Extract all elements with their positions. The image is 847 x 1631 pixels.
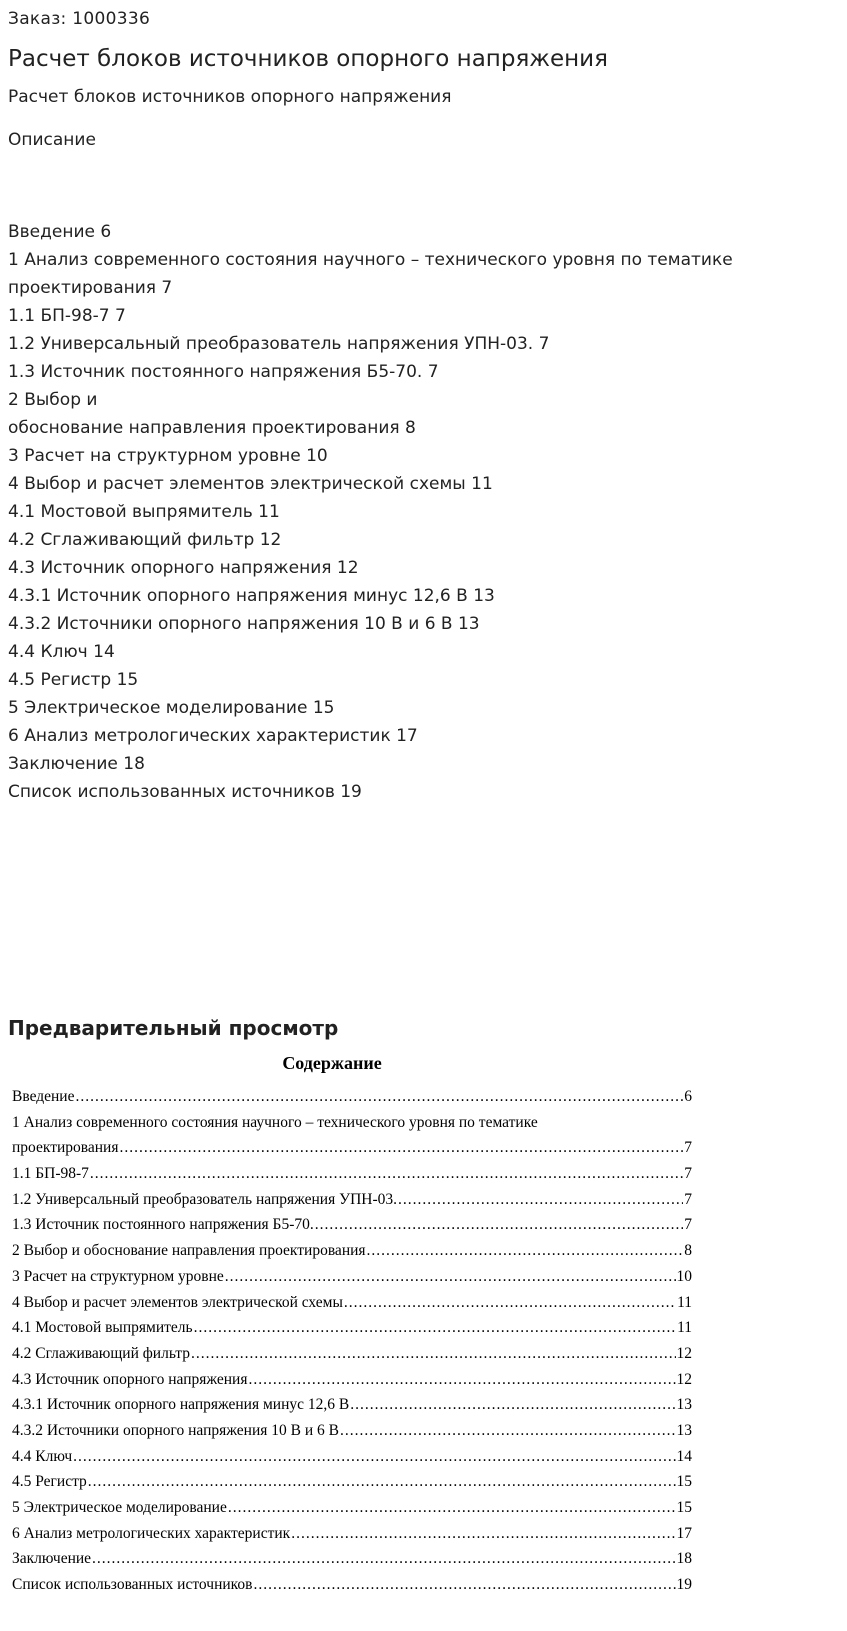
toc-entry-label: 6 Анализ метрологических характеристик [12, 1524, 291, 1542]
toc-entry-label: 1.1 БП-98-7 [12, 1165, 89, 1183]
toc-entry [12, 1422, 692, 1448]
toc-leader-dots [291, 1525, 675, 1543]
toc-entry-page: 17 [676, 1524, 692, 1542]
toc-entry-label: 4.3.1 Источник опорного напряжения минус 12,6 В [12, 1396, 350, 1414]
toc-entry-label: Введение [12, 1088, 75, 1105]
toc-leader-dots [194, 1319, 676, 1337]
toc-entry-label: Список использованных источников [12, 1576, 253, 1594]
toc-leader-dots [253, 1576, 675, 1594]
toc-entry-page: 14 [676, 1447, 692, 1465]
toc-leader-dots [340, 1422, 676, 1440]
toc-entry-page: 13 [676, 1421, 692, 1439]
toc-entry-page: 19 [676, 1576, 692, 1594]
description-line: 2 Выбор и [8, 390, 98, 410]
toc-entry-line: 1 Анализ современного состояния научного – технического уровня по тематике [12, 1113, 538, 1131]
description-line: 5 Электрическое моделирование 15 [8, 698, 335, 718]
toc-entry [12, 1139, 692, 1165]
toc-entry-label: проектирования [12, 1139, 119, 1157]
toc-leader-dots [119, 1139, 683, 1157]
toc-entry-label: 4.4 Ключ [12, 1447, 73, 1465]
toc-entry [12, 1525, 692, 1551]
description-line: 1 Анализ современного состояния научного – технического уровня по тематике [8, 250, 733, 270]
toc-entry-page: 7 [684, 1139, 692, 1157]
toc-entry [12, 1216, 692, 1242]
description-line: 4.3.1 Источник опорного напряжения минус 12,6 В 13 [8, 586, 495, 606]
description-line: 1.3 Источник постоянного напряжения Б5-70. 7 [8, 362, 439, 382]
description-line: Введение 6 [8, 222, 112, 242]
toc-entry [12, 1319, 692, 1345]
toc-entry-page: 6 [684, 1088, 692, 1105]
description-line: 4.3.2 Источники опорного напряжения 10 В и 6 В 13 [8, 614, 480, 634]
description-line: 6 Анализ метрологических характеристик 17 [8, 726, 418, 746]
toc-leader-dots [350, 1396, 675, 1414]
toc-entry-label: 4.1 Мостовой выпрямитель [12, 1319, 193, 1337]
toc-entry [12, 1088, 692, 1114]
toc-entry-page: 13 [676, 1396, 692, 1414]
toc-leader-dots [225, 1268, 676, 1286]
description-list [8, 218, 828, 806]
description-line: Заключение 18 [8, 754, 145, 774]
toc-entry [12, 1396, 692, 1422]
toc-leader-dots [344, 1294, 676, 1312]
toc-leader-dots [315, 1216, 684, 1234]
toc-entry [12, 1191, 692, 1217]
toc-entry-page: 18 [676, 1550, 692, 1568]
toc-entry-label: 2 Выбор и обоснование направления проектирования [12, 1242, 366, 1260]
description-line: 4.4 Ключ 14 [8, 642, 115, 662]
toc-entry-label: 5 Электрическое моделирование [12, 1499, 227, 1516]
description-line: Список использованных источников 19 [8, 782, 362, 802]
toc-entry-page: 7 [684, 1190, 692, 1208]
document-preview [12, 1053, 692, 1602]
toc-entry-label: 4.5 Регистр [12, 1473, 87, 1491]
toc-entry-page: 8 [684, 1242, 692, 1260]
toc-entry-label: 3 Расчет на структурном уровне [12, 1267, 224, 1285]
description-line: проектирования 7 [8, 278, 173, 298]
toc-entry-page: 7 [684, 1165, 692, 1183]
toc-entry [12, 1371, 692, 1397]
toc-entry-page: 12 [676, 1344, 692, 1362]
toc-entry-label: 4.3 Источник опорного напряжения [12, 1370, 248, 1388]
toc-entry-label: Заключение [12, 1550, 92, 1568]
description-line: 4.1 Мостовой выпрямитель 11 [8, 502, 280, 522]
toc-entry [12, 1550, 692, 1576]
toc-leader-dots [191, 1345, 675, 1363]
toc-leader-dots [75, 1088, 683, 1106]
toc-leader-dots [73, 1448, 675, 1466]
toc-leader-dots [88, 1473, 676, 1491]
toc-leader-dots [92, 1550, 675, 1568]
toc-entry-label: 4.2 Сглаживающий фильтр [12, 1344, 191, 1362]
toc-leader-dots [90, 1165, 683, 1183]
toc-leader-dots [248, 1371, 675, 1389]
description-label: Описание [8, 130, 96, 150]
toc-entry [12, 1165, 692, 1191]
toc-entry-label: 4 Выбор и расчет элементов электрической схемы [12, 1293, 343, 1311]
toc-entry [12, 1294, 692, 1320]
description-line: 4.5 Регистр 15 [8, 670, 139, 690]
preview-heading: Предварительный просмотр [8, 1016, 339, 1040]
toc-entry-label: 4.3.2 Источники опорного напряжения 10 В и 6 В [12, 1421, 339, 1439]
toc-title: Содержание [282, 1053, 382, 1073]
toc-entry [12, 1448, 692, 1474]
toc-entry-label: 1.3 Источник постоянного напряжения Б5-70. [12, 1216, 314, 1234]
toc-entry-label: 1.2 Универсальный преобразователь напряжения УПН-03. [12, 1190, 397, 1208]
toc-entry [12, 1242, 692, 1268]
toc-leader-dots [367, 1242, 684, 1260]
toc-leader-dots [398, 1191, 683, 1209]
toc-entry-page: 11 [677, 1293, 692, 1311]
toc-entry [12, 1576, 692, 1602]
toc-entry-page: 15 [676, 1473, 692, 1491]
toc-entry-page: 11 [677, 1319, 692, 1337]
description-line: 4 Выбор и расчет элементов электрической схемы 11 [8, 474, 493, 494]
description-line: 4.3 Источник опорного напряжения 12 [8, 558, 359, 578]
toc-entry-page: 10 [676, 1267, 692, 1285]
toc-leader-dots [228, 1499, 676, 1517]
page-subtitle: Расчет блоков источников опорного напряжения [8, 87, 452, 107]
toc-entry-page: 12 [676, 1370, 692, 1388]
toc-entry-page: 15 [676, 1499, 692, 1516]
description-line: 1.1 БП-98-7 7 [8, 306, 126, 326]
order-number: Заказ: 1000336 [8, 9, 151, 29]
description-line: 1.2 Универсальный преобразователь напряжения УПН-03. 7 [8, 334, 550, 354]
toc-entries [12, 1165, 692, 1602]
toc-entry [12, 1345, 692, 1371]
toc-entry [12, 1499, 692, 1525]
toc-entry-page: 7 [684, 1216, 692, 1234]
page-title: Расчет блоков источников опорного напряжения [8, 46, 608, 72]
description-line: 4.2 Сглаживающий фильтр 12 [8, 530, 282, 550]
description-line: 3 Расчет на структурном уровне 10 [8, 446, 328, 466]
toc-entry [12, 1473, 692, 1499]
toc-entry [12, 1268, 692, 1294]
description-line: обоснование направления проектирования 8 [8, 418, 416, 438]
